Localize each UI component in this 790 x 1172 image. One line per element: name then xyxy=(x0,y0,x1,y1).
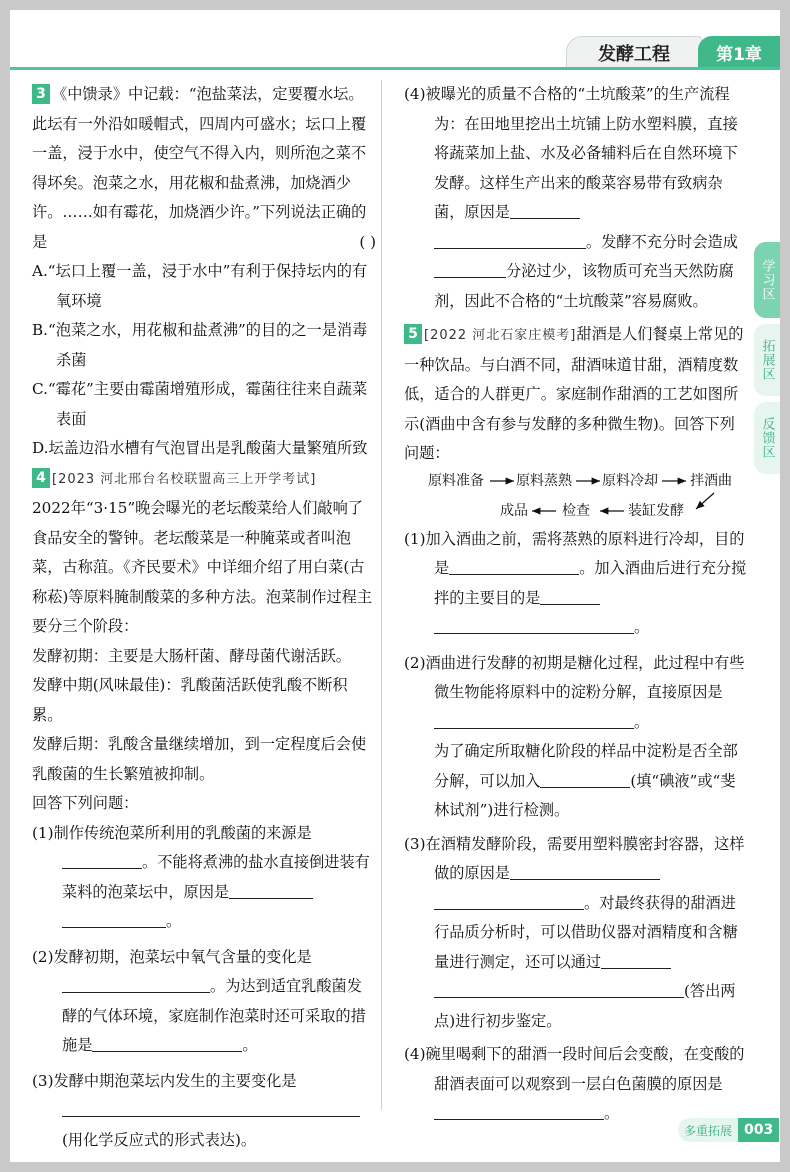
answer-blank[interactable] xyxy=(434,1102,604,1120)
footer-label: 多重拓展 xyxy=(678,1118,738,1142)
q5-intro: 甜酒是人们餐桌上常见的一种饮品。与白酒不同，甜酒味道甘甜，酒精度数低，适合的人群更广。家庭制作甜酒的工艺如图所示(酒曲中含有参与发酵的多种微生物)。回答下列问题： xyxy=(404,325,744,462)
option-d: D.坛盖边沿水槽有气泡冒出是乳酸菌大量繁殖所致 xyxy=(32,439,368,457)
q4-sub-4 xyxy=(404,80,748,316)
sub-text: (3)发酵中期泡菜坛内发生的主要变化是 xyxy=(32,1071,297,1090)
answer-blank[interactable] xyxy=(434,616,634,634)
flow-step: 成品 xyxy=(500,502,528,519)
flow-step: 检查 xyxy=(562,502,590,519)
q4-ask: 回答下列问题： xyxy=(32,794,139,812)
sub-text: 。 xyxy=(634,712,650,731)
answer-blank[interactable] xyxy=(510,862,660,880)
q4-intro: 2022年“3·15”晚会曝光的老坛酸菜给人们敲响了食品安全的警钟。老坛酸菜是一种腌菜或者叫泡菜，古称菹。《齐民要术》中详细介绍了用白菜(古称菘)等原料腌制酸菜的多种方法。泡菜制作过程主要分三个阶段： xyxy=(32,499,373,635)
answer-blank[interactable] xyxy=(62,851,142,869)
page-footer xyxy=(678,1118,780,1142)
option-a: A.“坛口上覆一盖，浸于水中”有利于保持坛内的有氧环境 xyxy=(32,262,368,310)
right-column xyxy=(404,80,748,1129)
answer-blank[interactable] xyxy=(540,587,600,605)
sub-text: 。对最终获得的甜酒进行品质分析时，可以借助仪器对酒精度和含糖量进行测定，还可以通过 xyxy=(434,893,738,971)
option-c: C.“霉花”主要由霉菌增殖形成，霉菌往往来自蔬菜表面 xyxy=(32,380,368,428)
question-3 xyxy=(32,80,376,257)
side-tab-feedback[interactable]: 反馈区 xyxy=(754,402,780,474)
answer-blank[interactable] xyxy=(449,557,579,575)
answer-blank[interactable] xyxy=(434,231,586,249)
chapter-title: 发酵工程 xyxy=(566,36,702,68)
answer-blank[interactable] xyxy=(540,770,630,788)
header-rule xyxy=(10,67,780,70)
flow-step: 装缸发酵 xyxy=(628,502,684,519)
column-divider xyxy=(381,80,382,1110)
flow-step: 原料蒸熟 xyxy=(516,472,572,489)
sub-text: 。 xyxy=(166,912,182,930)
q5-sub-4 xyxy=(404,1040,748,1129)
sub-text: (1)加入酒曲之前，需将蒸熟的原料进行冷却，目的是 xyxy=(404,529,745,577)
sub-text: (用化学反应式的形式表达)。 xyxy=(62,1130,257,1149)
answer-bracket: ( ) xyxy=(359,232,376,251)
answer-blank[interactable] xyxy=(434,980,684,998)
question-number: 5 xyxy=(404,324,422,344)
sub-text: 。 xyxy=(242,1036,258,1054)
sub-text: (2)发酵初期，泡菜坛中氧气含量的变化是 xyxy=(32,947,312,966)
question-5 xyxy=(404,320,748,469)
side-tab-extend[interactable]: 拓展区 xyxy=(754,324,780,396)
question-4 xyxy=(32,464,376,495)
side-tab-study[interactable]: 学习区 xyxy=(754,242,780,318)
sub-text: (4)碗里喝剩下的甜酒一段时间后会变酸，在变酸的甜酒表面可以观察到一层白色菌膜的原因是 xyxy=(404,1045,745,1093)
option-b: B.“泡菜之水，用花椒和盐煮沸”的目的之一是消毒杀菌 xyxy=(32,321,368,369)
answer-blank[interactable] xyxy=(510,201,580,219)
page xyxy=(10,10,780,1162)
sub-text: 。不能将煮沸的盐水直接倒进装有菜料的泡菜坛中，原因是 xyxy=(62,853,370,901)
sub-text: 。发酵不充分时会造成 xyxy=(586,232,738,251)
sub-text: 。为达到适宜乳酸菌发酵的气体环境，家庭制作泡菜时还可采取的措施是 xyxy=(62,977,366,1054)
sub-text: 为了确定所取糖化阶段的样品中淀粉是否全部分解，可以加入 xyxy=(434,742,738,790)
question-stem: 《中馈录》中记载：“泡盐菜法，定要覆水坛。此坛有一外沿如暖帽式，四周内可盛水；坛口上覆一盖，浸于水中，使空气不得入内，则所泡之菜不得坏矣。泡菜之水，用花椒和盐煮沸，加烧酒少许。……如有霉花，加烧酒少许。”下列说法正确的是 xyxy=(32,85,367,251)
q4-stage-3: 发酵后期：乳酸含量继续增加，到一定程度后会使乳酸菌的生长繁殖被抑制。 xyxy=(32,735,367,783)
answer-blank[interactable] xyxy=(62,910,166,928)
sub-text: 分泌过少，该物质可充当天然防腐剂，因此不合格的“土坑酸菜”容易腐败。 xyxy=(434,262,734,310)
flow-step: 拌酒曲 xyxy=(690,472,732,489)
sub-text: 。加入酒曲后进行充分搅拌的主要目的是 xyxy=(434,559,747,607)
sub-text: 。 xyxy=(604,1104,620,1122)
question-number: 4 xyxy=(32,468,50,488)
sub-text: (1)制作传统泡菜所利用的乳酸菌的来源是 xyxy=(32,823,312,842)
flow-step: 原料准备 xyxy=(428,472,484,489)
sub-text: (3)在酒精发酵阶段，需要用塑料膜密封容器，这样做的原因是 xyxy=(404,834,745,882)
flow-step: 原料冷却 xyxy=(602,472,658,489)
answer-blank[interactable] xyxy=(62,1099,360,1117)
left-column xyxy=(32,80,376,1155)
sub-text: (填“碘液”或“斐林试剂”)进行检测。 xyxy=(434,771,736,819)
answer-blank[interactable] xyxy=(229,881,313,899)
q4-sub-2 xyxy=(32,943,376,1061)
q5-sub-2 xyxy=(404,649,748,826)
q5-sub-1 xyxy=(404,525,748,643)
chapter-number: 第1章 xyxy=(698,36,780,68)
sub-text: (答出两点)进行初步鉴定。 xyxy=(434,982,736,1030)
page-number: 003 xyxy=(738,1118,779,1142)
sub-text: (4)被曝光的质量不合格的“土坑酸菜”的生产流程为：在田地里挖出土坑铺上防水塑料膜，直接将蔬菜加上盐、水及必备辅料后在自然环境下发酵。这样生产出来的酸菜容易带有致病杂菌，原因是 xyxy=(404,85,738,221)
question-source: [2023 河北邢台名校联盟高三上开学考试] xyxy=(52,471,317,487)
sub-text: 。 xyxy=(634,618,650,636)
answer-blank[interactable] xyxy=(601,951,671,969)
answer-blank[interactable] xyxy=(434,260,506,278)
question-number: 3 xyxy=(32,84,50,104)
q4-sub-3 xyxy=(32,1067,376,1156)
answer-blank[interactable] xyxy=(62,975,210,993)
q5-sub-3 xyxy=(404,830,748,1037)
flow-arrow xyxy=(696,493,714,509)
answer-blank[interactable] xyxy=(92,1034,242,1052)
answer-blank[interactable] xyxy=(434,711,634,729)
answer-blank[interactable] xyxy=(434,892,584,910)
process-flow-diagram xyxy=(404,469,748,525)
sub-text: (2)酒曲进行发酵的初期是糖化过程，此过程中有些微生物能将原料中的淀粉分解，直接原因是 xyxy=(404,653,745,701)
q4-stage-2: 发酵中期(风味最佳)：乳酸菌活跃使乳酸不断积累。 xyxy=(32,676,348,724)
question-source: [2022 河北石家庄模考] xyxy=(424,328,577,343)
q4-stage-1: 发酵初期：主要是大肠杆菌、酵母菌代谢活跃。 xyxy=(32,646,351,665)
q4-sub-1 xyxy=(32,819,376,937)
